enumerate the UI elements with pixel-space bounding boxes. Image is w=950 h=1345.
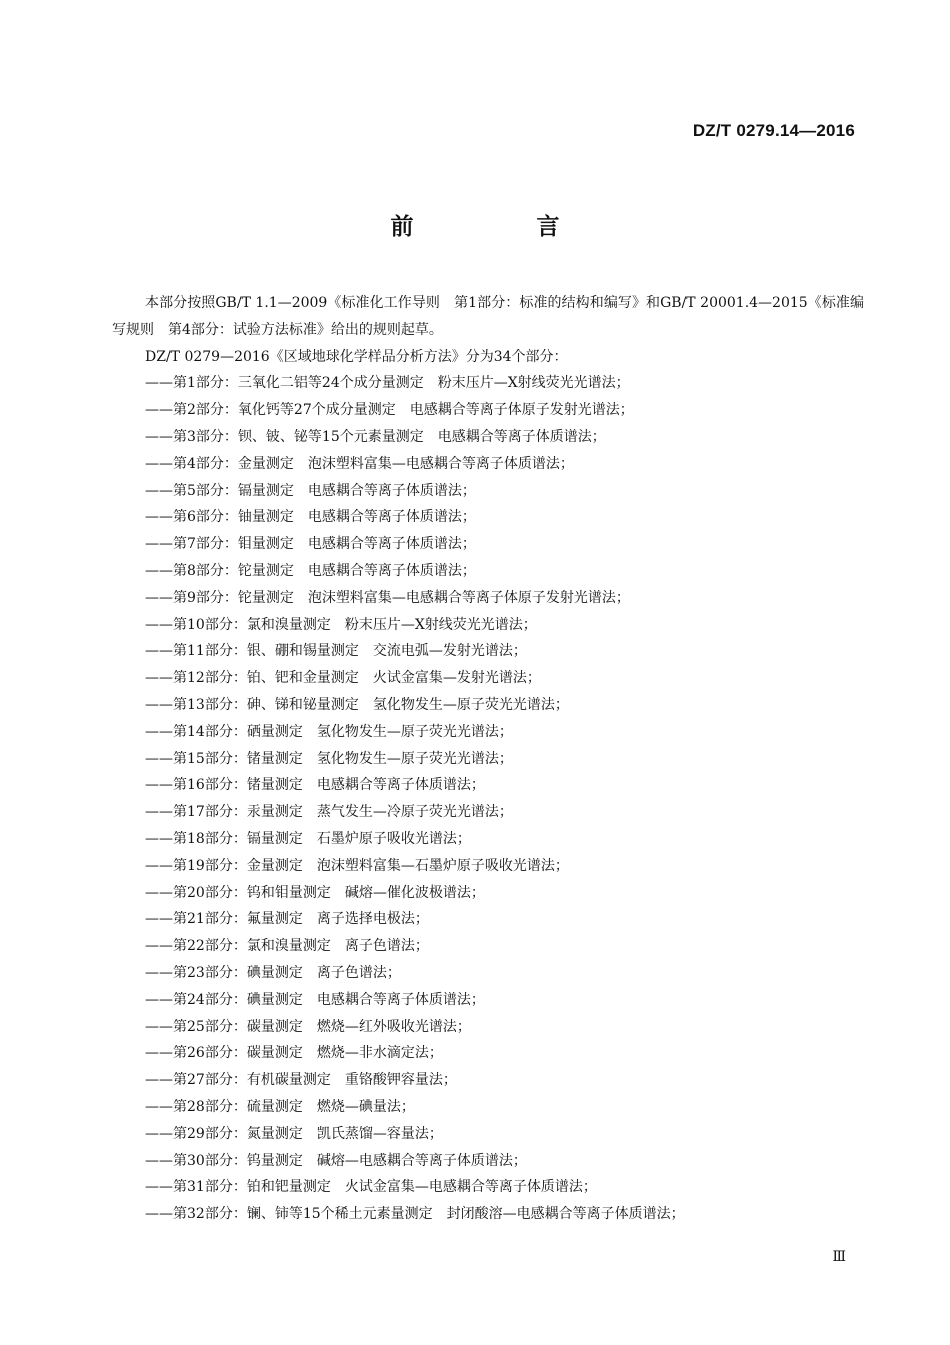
part-item: ——第28部分：硫量测定 燃烧—碘量法； [145, 1098, 415, 1115]
part-item: ——第31部分：铂和钯量测定 火试金富集—电感耦合等离子体质谱法； [145, 1179, 597, 1196]
standard-code: DZ/T 0279.14—2016 [692, 121, 855, 140]
part-item: ——第7部分：钼量测定 电感耦合等离子体质谱法； [145, 536, 476, 553]
part-item: ——第21部分：氟量测定 离子选择电极法； [145, 911, 429, 928]
part-item: ——第23部分：碘量测定 离子色谱法； [145, 964, 401, 981]
part-item: ——第25部分：碳量测定 燃烧—红外吸收光谱法； [145, 1018, 471, 1035]
part-item: ——第17部分：汞量测定 蒸气发生—冷原子荧光光谱法； [145, 804, 513, 821]
foreword-body [112, 290, 864, 1228]
part-item: ——第10部分：氯和溴量测定 粉末压片—X射线荧光光谱法； [145, 616, 537, 633]
part-item: ——第9部分：铊量测定 泡沫塑料富集—电感耦合等离子体原子发射光谱法； [145, 589, 630, 606]
part-item: ——第2部分：氧化钙等27个成分量测定 电感耦合等离子体原子发射光谱法； [145, 402, 634, 419]
part-item: ——第14部分：硒量测定 氢化物发生—原子荧光光谱法； [145, 723, 513, 740]
intro-paragraph: 本部分按照GB/T 1.1—2009《标准化工作导则 第1部分：标准的结构和编写》和GB/T 20001.4—2015《标准编写规则 第4部分：试验方法标准》给出的规则起草。 [112, 295, 864, 338]
part-item: ——第12部分：铂、钯和金量测定 火试金富集—发射光谱法； [145, 670, 541, 687]
page-title: 前 言 [390, 214, 610, 240]
part-item: ——第3部分：钡、铍、铋等15个元素量测定 电感耦合等离子体质谱法； [145, 428, 606, 445]
part-item: ——第6部分：铀量测定 电感耦合等离子体质谱法； [145, 509, 476, 526]
part-item: ——第27部分：有机碳量测定 重铬酸钾容量法； [145, 1072, 457, 1089]
parts-list [112, 370, 864, 1228]
part-item: ——第15部分：锗量测定 氢化物发生—原子荧光光谱法； [145, 750, 513, 767]
part-item: ——第5部分：镉量测定 电感耦合等离子体质谱法； [145, 482, 476, 499]
part-item: ——第8部分：铊量测定 电感耦合等离子体质谱法； [145, 562, 476, 579]
part-item: ——第32部分：镧、铈等15个稀土元素量测定 封闭酸溶—电感耦合等离子体质谱法； [145, 1206, 685, 1223]
part-item: ——第1部分：三氧化二铝等24个成分量测定 粉末压片—X射线荧光光谱法； [145, 375, 630, 392]
page-number: Ⅲ [832, 1249, 846, 1265]
part-item: ——第18部分：镉量测定 石墨炉原子吸收光谱法； [145, 830, 471, 847]
part-item: ——第24部分：碘量测定 电感耦合等离子体质谱法； [145, 991, 485, 1008]
part-item: ——第16部分：锗量测定 电感耦合等离子体质谱法； [145, 777, 485, 794]
parts-summary: DZ/T 0279—2016《区域地球化学样品分析方法》分为34个部分： [145, 348, 568, 365]
part-item: ——第29部分：氮量测定 凯氏蒸馏—容量法； [145, 1125, 443, 1142]
part-item: ——第13部分：砷、锑和铋量测定 氢化物发生—原子荧光光谱法； [145, 696, 569, 713]
part-item: ——第19部分：金量测定 泡沫塑料富集—石墨炉原子吸收光谱法； [145, 857, 569, 874]
part-item: ——第22部分：氯和溴量测定 离子色谱法； [145, 938, 429, 955]
part-item: ——第26部分：碳量测定 燃烧—非水滴定法； [145, 1045, 443, 1062]
part-item: ——第30部分：钨量测定 碱熔—电感耦合等离子体质谱法； [145, 1152, 527, 1169]
part-item: ——第4部分：金量测定 泡沫塑料富集—电感耦合等离子体质谱法； [145, 455, 574, 472]
part-item: ——第11部分：银、硼和锡量测定 交流电弧—发射光谱法； [145, 643, 527, 660]
part-item: ——第20部分：钨和钼量测定 碱熔—催化波极谱法； [145, 884, 485, 901]
